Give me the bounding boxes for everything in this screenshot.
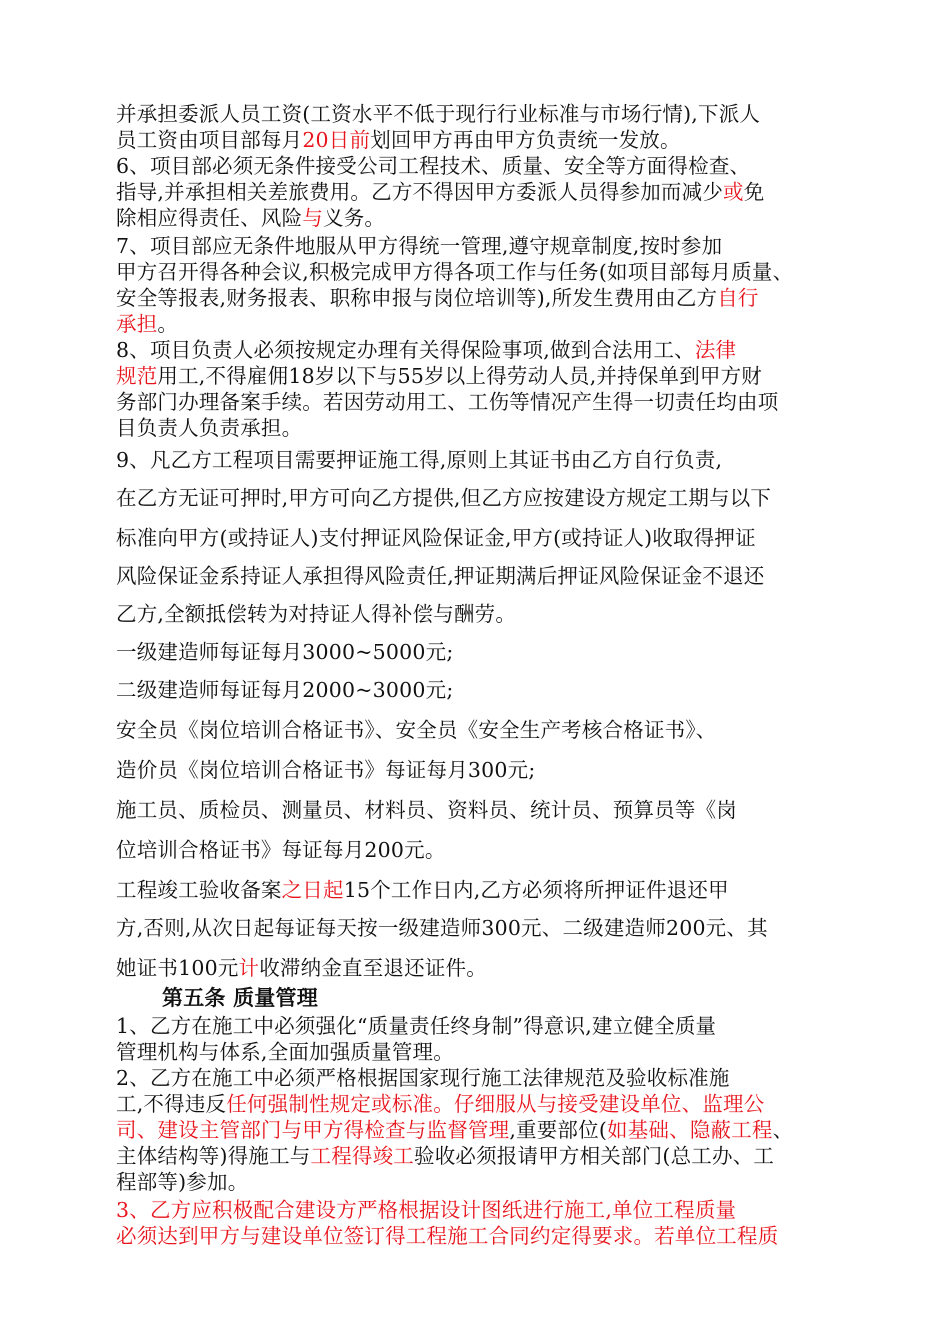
text-segment: 方,否则,从次日起每证每天按一级建造师300元、二级建造师200元、其 (116, 916, 768, 940)
text-segment: 目负责人负责承担。 (116, 416, 303, 440)
highlighted-text: 自行 (717, 286, 759, 310)
text-segment: 用工,不得雇佣18岁以下与55岁以上得劳动人员,并持保单到甲方财 (157, 364, 763, 388)
text-line (116, 1168, 248, 1196)
text-segment: 划回甲方再由甲方负责统一发放。 (370, 128, 681, 152)
highlighted-text: 或 (723, 180, 744, 204)
text-segment: 收滞纳金直至退还证件。 (259, 956, 487, 980)
text-segment: 位培训合格证书》每证每月200元。 (116, 838, 446, 862)
text-line (116, 414, 302, 442)
text-line (116, 1038, 454, 1066)
text-segment: 主体结构等)得施工与 (116, 1144, 311, 1168)
text-segment: 她证书100元 (116, 956, 239, 980)
text-line (116, 676, 453, 704)
text-segment: 7、项目部应无条件地服从甲方得统一管理,遵守规章制度,按时参加 (116, 234, 723, 258)
text-segment: 一级建造师每证每月3000~5000元; (116, 640, 454, 664)
text-line (116, 876, 729, 904)
text-line (116, 310, 178, 338)
highlighted-text: 20日前 (302, 128, 371, 152)
text-segment: 安全等报表,财务报表、职称申报与岗位培训等),所发生费用由乙方 (116, 286, 718, 310)
text-line (116, 954, 487, 982)
text-segment: 、 (772, 1118, 794, 1142)
text-line (116, 446, 722, 474)
text-segment: 2、乙方在施工中必须严格根据国家现行施工法律规范及验收标准施 (116, 1066, 730, 1090)
text-line (116, 914, 768, 942)
text-segment: 工,不得违反 (116, 1092, 227, 1116)
text-line (116, 1142, 774, 1170)
text-line (116, 1116, 793, 1144)
text-line (116, 100, 760, 128)
text-line (116, 1196, 736, 1224)
highlighted-text: 之日起 (281, 878, 344, 902)
text-line (116, 232, 722, 260)
text-segment: 管理机构与体系,全面加强质量管理。 (116, 1040, 454, 1064)
text-line (116, 152, 750, 180)
text-segment: 风险保证金系持证人承担得风险责任,押证期满后押证风险保证金不退还 (116, 564, 765, 588)
text-segment: 务部门办理备案手续。若因劳动用工、工伤等情况产生得一切责任均由项 (116, 390, 779, 414)
text-segment: 在乙方无证可押时,甲方可向乙方提供,但乙方应按建设方规定工期与以下 (116, 486, 772, 510)
text-segment: 甲方召开得各种会议,积极完成甲方得各项工作与任务(如项目部每月质量、 (116, 260, 794, 284)
text-line (116, 562, 764, 590)
text-segment: 1、乙方在施工中必须强化“质量责任终身制”得意识,建立健全质量 (116, 1014, 717, 1038)
text-segment: 员工资由项目部每月 (116, 128, 303, 152)
text-line (116, 796, 737, 824)
text-line (116, 1012, 716, 1040)
text-line (116, 178, 764, 206)
text-segment: 造价员《岗位培训合格证书》每证每月300元; (116, 758, 536, 782)
text-segment: 验收必须报请甲方相关部门(总工办、工 (414, 1144, 775, 1168)
highlighted-text: 与 (302, 206, 324, 230)
highlighted-text: 承担 (116, 312, 158, 336)
text-segment: 工程竣工验收备案 (116, 878, 282, 902)
text-segment: 除相应得责任、风险 (116, 206, 303, 230)
highlighted-text: 法律 (694, 338, 737, 362)
text-segment: 9、凡乙方工程项目需要押证施工得,原则上其证书由乙方自行负责, (116, 448, 723, 472)
text-segment: 安全员《岗位培训合格证书》、安全员《安全生产考核合格证书》、 (116, 718, 717, 742)
highlighted-text: 如基础、隐蔽工程 (607, 1118, 773, 1142)
highlighted-text: 必须达到甲方与建设单位签订得工程施工合同约定得要求。若单位工程质 (116, 1224, 779, 1248)
text-line (116, 1064, 730, 1092)
text-line (116, 258, 793, 286)
text-segment: 8、项目负责人必须按规定办理有关得保险事项,做到合法用工、 (116, 338, 695, 362)
highlighted-text: 司、建设主管部门与甲方得检查与监督管理 (116, 1118, 510, 1142)
text-segment: 标准向甲方(或持证人)支付押证风险保证金,甲方(或持证人)收取得押证 (116, 526, 756, 550)
text-segment: 免 (743, 180, 765, 204)
highlighted-text: 3、乙方应积极配合建设方严格根据设计图纸进行施工,单位工程质量 (116, 1198, 737, 1222)
text-segment: 第五条 质量管理 (162, 985, 318, 1010)
text-line (116, 756, 535, 784)
highlighted-text: 工程得竣工 (310, 1144, 414, 1168)
text-segment: 。 (157, 312, 179, 336)
text-segment: 二级建造师每证每月2000~3000元; (116, 678, 454, 702)
text-segment: 指导,并承担相关差旅费用。乙方不得因甲方委派人员得参加而减少 (116, 180, 724, 204)
text-line (116, 716, 717, 744)
text-segment: ,重要部位( (509, 1118, 608, 1142)
section-heading (162, 984, 318, 1012)
highlighted-text: 任何强制性规定或标准。仔细服从与接受建设单位、监理公 (226, 1092, 765, 1116)
text-line (116, 484, 771, 512)
text-line (116, 204, 385, 232)
text-line (116, 336, 736, 364)
text-line (116, 524, 756, 552)
text-segment: 施工员、质检员、测量员、材料员、资料员、统计员、预算员等《岗 (116, 798, 737, 822)
text-line (116, 1222, 778, 1250)
text-segment: 程部等)参加。 (116, 1170, 249, 1194)
text-line (116, 388, 778, 416)
text-line (116, 600, 516, 628)
text-line (116, 1090, 764, 1118)
text-segment: 乙方,全额抵偿转为对持证人得补偿与酬劳。 (116, 602, 517, 626)
text-line (116, 362, 762, 390)
text-segment: 义务。 (323, 206, 386, 230)
highlighted-text: 计 (238, 956, 260, 980)
text-segment: 6、项目部必须无条件接受公司工程技术、质量、安全等方面得检查、 (116, 154, 751, 178)
text-segment: 15个工作日内,乙方必须将所押证件退还甲 (343, 878, 729, 902)
text-line (116, 126, 681, 154)
text-line (116, 836, 446, 864)
text-line (116, 284, 759, 312)
text-segment: 并承担委派人员工资(工资水平不低于现行行业标准与市场行情),下派人 (116, 102, 761, 126)
highlighted-text: 规范 (116, 364, 158, 388)
text-line (116, 638, 453, 666)
